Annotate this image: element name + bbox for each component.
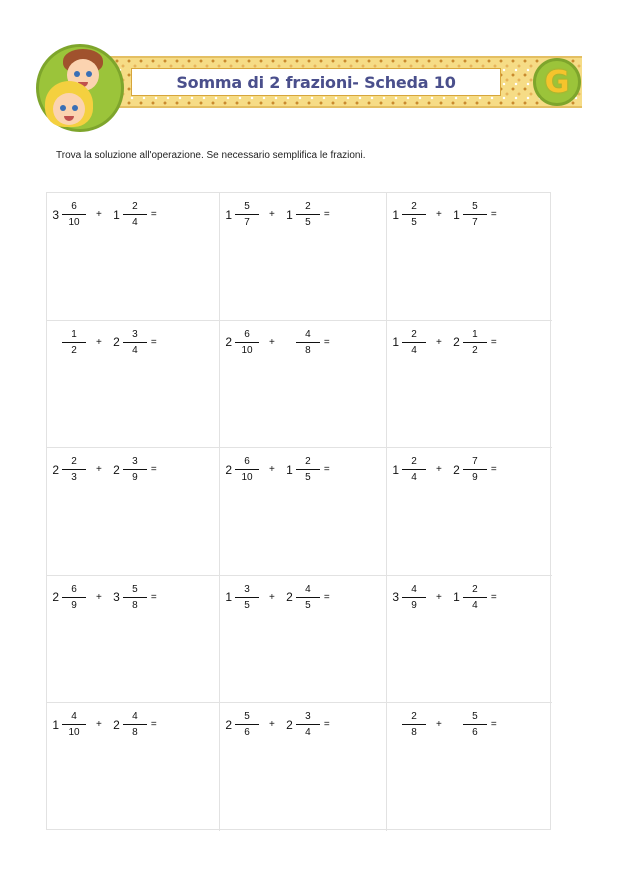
fraction-expression: [224, 328, 330, 357]
equals-sign: =: [150, 719, 157, 731]
fraction-bar: [463, 214, 487, 215]
fraction-bar: [62, 724, 86, 725]
whole-number-a: 1: [225, 207, 232, 222]
plus-operator: +: [436, 336, 442, 348]
exercise-cell[interactable]: [387, 448, 552, 576]
whole-number-b: 2: [113, 335, 120, 350]
plus-operator: +: [269, 209, 275, 220]
exercise-cell[interactable]: [220, 193, 387, 321]
g-logo-badge: [533, 58, 581, 106]
whole-number-a: 1: [392, 462, 399, 477]
fraction-a: [235, 710, 259, 739]
numerator-b: 3: [132, 456, 138, 468]
whole-number-a: 2: [225, 462, 232, 477]
fraction-a: [402, 583, 426, 612]
fraction-bar: [235, 724, 259, 725]
exercise-grid: [46, 192, 551, 830]
fraction-expression: [51, 710, 157, 739]
plus-operator: +: [436, 209, 442, 220]
denominator-a: 6: [244, 727, 250, 739]
fraction-bar: [62, 342, 86, 343]
fraction-a: [235, 583, 259, 612]
equals-sign: =: [150, 464, 157, 476]
numerator-a: 6: [244, 328, 250, 340]
numerator-a: 4: [71, 711, 77, 723]
fraction-bar: [123, 724, 147, 725]
fraction-bar: [402, 724, 426, 725]
fraction-a: [402, 710, 426, 739]
numerator-b: 4: [132, 711, 138, 723]
fraction-bar: [296, 469, 320, 470]
equals-sign: =: [323, 336, 330, 348]
fraction-b: [123, 328, 147, 357]
whole-number-a: 3: [392, 590, 399, 605]
fraction-a: [402, 455, 426, 484]
denominator-b: 8: [132, 727, 138, 739]
numerator-b: 4: [305, 328, 311, 340]
page-title: Somma di 2 frazioni- Scheda 10: [176, 72, 456, 92]
fraction-a: [235, 455, 259, 484]
plus-operator: +: [96, 464, 102, 476]
numerator-b: 2: [305, 456, 311, 468]
fraction-bar: [235, 214, 259, 215]
numerator-a: 5: [244, 711, 250, 723]
whole-number-b: 1: [453, 590, 460, 605]
denominator-b: 2: [472, 344, 478, 356]
exercise-cell[interactable]: [220, 703, 387, 831]
fraction-b: [463, 710, 487, 739]
numerator-a: 6: [71, 201, 77, 212]
plus-operator: +: [436, 719, 442, 731]
fraction-bar: [62, 214, 86, 215]
numerator-a: 6: [244, 456, 250, 468]
equals-sign: =: [150, 209, 157, 220]
whole-number-b: 2: [113, 717, 120, 732]
fraction-expression: [51, 328, 157, 357]
denominator-b: 9: [132, 472, 138, 484]
fraction-expression: [224, 200, 330, 229]
numerator-a: 2: [411, 456, 417, 468]
denominator-b: 8: [305, 344, 311, 356]
whole-number-b: 3: [113, 590, 120, 605]
fraction-bar: [235, 597, 259, 598]
whole-number-b: 2: [286, 590, 293, 605]
denominator-b: 4: [305, 727, 311, 739]
whole-number-b: 1: [453, 207, 460, 222]
denominator-a: 4: [411, 472, 417, 484]
fraction-a: [62, 710, 86, 739]
numerator-b: 5: [472, 201, 478, 212]
fraction-bar: [402, 597, 426, 598]
fraction-bar: [402, 214, 426, 215]
fraction-b: [463, 583, 487, 612]
fraction-b: [123, 583, 147, 612]
numerator-b: 5: [472, 711, 478, 723]
whole-number-a: 3: [52, 207, 59, 222]
numerator-a: 5: [244, 201, 250, 212]
fraction-expression: [224, 710, 330, 739]
whole-number-b: 2: [113, 462, 120, 477]
whole-number-a: 2: [225, 717, 232, 732]
plus-operator: +: [269, 719, 275, 731]
instruction-text: Trova la soluzione all'operazione. Se necessario semplifica le frazioni.: [56, 150, 366, 161]
fraction-expression: [51, 455, 157, 484]
fraction-expression: [224, 583, 330, 612]
denominator-a: 7: [244, 217, 250, 228]
exercise-cell[interactable]: [220, 576, 387, 704]
fraction-a: [235, 200, 259, 229]
fraction-expression: [391, 200, 497, 229]
whole-number-a: 1: [225, 590, 232, 605]
fraction-bar: [62, 469, 86, 470]
equals-sign: =: [490, 719, 497, 731]
fraction-expression: [391, 328, 497, 357]
plus-operator: +: [436, 464, 442, 476]
fraction-bar: [296, 214, 320, 215]
fraction-b: [296, 200, 320, 229]
numerator-a: 1: [71, 328, 77, 340]
denominator-b: 5: [305, 472, 311, 484]
fraction-expression: [224, 455, 330, 484]
denominator-b: 7: [472, 217, 478, 228]
fraction-bar: [463, 597, 487, 598]
exercise-cell[interactable]: [387, 576, 552, 704]
whole-number-a: 1: [392, 207, 399, 222]
plus-operator: +: [269, 591, 275, 603]
fraction-bar: [123, 597, 147, 598]
fraction-b: [463, 455, 487, 484]
title-box: [131, 68, 501, 96]
fraction-b: [296, 583, 320, 612]
numerator-a: 3: [244, 583, 250, 595]
numerator-a: 6: [71, 583, 77, 595]
denominator-b: 9: [472, 472, 478, 484]
denominator-a: 8: [411, 727, 417, 739]
whole-number-b: 2: [453, 462, 460, 477]
fraction-bar: [123, 469, 147, 470]
fraction-bar: [123, 342, 147, 343]
numerator-b: 2: [305, 201, 311, 212]
fraction-expression: [51, 200, 157, 229]
whole-number-b: 1: [113, 207, 120, 222]
badge-letter: G: [544, 64, 570, 100]
denominator-a: 9: [411, 599, 417, 611]
plus-operator: +: [436, 591, 442, 603]
fraction-bar: [296, 342, 320, 343]
numerator-a: 2: [71, 456, 77, 468]
fraction-bar: [463, 469, 487, 470]
whole-number-b: 1: [286, 462, 293, 477]
fraction-a: [402, 328, 426, 357]
whole-number-a: 2: [52, 590, 59, 605]
fraction-bar: [463, 724, 487, 725]
numerator-b: 7: [472, 456, 478, 468]
fraction-expression: [391, 710, 497, 739]
fraction-b: [296, 455, 320, 484]
equals-sign: =: [323, 719, 330, 731]
denominator-a: 10: [68, 217, 80, 228]
plus-operator: +: [96, 719, 102, 731]
denominator-b: 4: [472, 599, 478, 611]
fraction-bar: [235, 342, 259, 343]
equals-sign: =: [150, 591, 157, 603]
fraction-bar: [296, 597, 320, 598]
kids-illustration: [36, 44, 124, 132]
equals-sign: =: [490, 209, 497, 220]
fraction-bar: [62, 597, 86, 598]
numerator-b: 1: [472, 328, 478, 340]
fraction-b: [463, 328, 487, 357]
denominator-b: 4: [132, 217, 138, 228]
equals-sign: =: [490, 591, 497, 603]
fraction-b: [463, 200, 487, 229]
exercise-cell[interactable]: [47, 193, 220, 321]
fraction-b: [296, 710, 320, 739]
denominator-a: 10: [241, 472, 253, 484]
exercise-cell[interactable]: [47, 576, 220, 704]
denominator-b: 5: [305, 217, 311, 228]
numerator-b: 2: [472, 583, 478, 595]
fraction-a: [62, 583, 86, 612]
numerator-b: 3: [132, 328, 138, 340]
denominator-a: 3: [71, 472, 77, 484]
numerator-a: 4: [411, 583, 417, 595]
equals-sign: =: [323, 209, 330, 220]
denominator-a: 9: [71, 599, 77, 611]
denominator-a: 4: [411, 344, 417, 356]
exercise-cell[interactable]: [387, 193, 552, 321]
denominator-a: 2: [71, 344, 77, 356]
denominator-a: 5: [411, 217, 417, 228]
numerator-a: 2: [411, 328, 417, 340]
exercise-cell[interactable]: [47, 703, 220, 831]
whole-number-a: 2: [225, 335, 232, 350]
fraction-bar: [402, 469, 426, 470]
equals-sign: =: [323, 591, 330, 603]
fraction-a: [62, 200, 86, 229]
denominator-b: 4: [132, 344, 138, 356]
whole-number-a: 2: [52, 462, 59, 477]
denominator-a: 5: [244, 599, 250, 611]
fraction-b: [123, 455, 147, 484]
plus-operator: +: [269, 336, 275, 348]
fraction-expression: [51, 583, 157, 612]
fraction-bar: [402, 342, 426, 343]
equals-sign: =: [323, 464, 330, 476]
denominator-b: 8: [132, 599, 138, 611]
equals-sign: =: [150, 336, 157, 348]
whole-number-a: 1: [52, 717, 59, 732]
equals-sign: =: [490, 336, 497, 348]
fraction-expression: [391, 583, 497, 612]
whole-number-b: 1: [286, 207, 293, 222]
numerator-b: 5: [132, 583, 138, 595]
denominator-b: 5: [305, 599, 311, 611]
exercise-cell[interactable]: [220, 448, 387, 576]
whole-number-b: 2: [286, 717, 293, 732]
exercise-cell[interactable]: [47, 448, 220, 576]
fraction-a: [402, 200, 426, 229]
fraction-a: [62, 455, 86, 484]
fraction-a: [62, 328, 86, 357]
numerator-a: 2: [411, 201, 417, 212]
plus-operator: +: [96, 591, 102, 603]
girl-avatar-icon: [45, 81, 93, 131]
fraction-bar: [296, 724, 320, 725]
plus-operator: +: [96, 209, 102, 220]
exercise-cell[interactable]: [387, 321, 552, 449]
numerator-b: 4: [305, 583, 311, 595]
denominator-b: 6: [472, 727, 478, 739]
equals-sign: =: [490, 464, 497, 476]
denominator-a: 10: [241, 344, 253, 356]
fraction-bar: [235, 469, 259, 470]
numerator-b: 3: [305, 711, 311, 723]
fraction-b: [296, 328, 320, 357]
fraction-bar: [123, 214, 147, 215]
fraction-a: [235, 328, 259, 357]
exercise-cell[interactable]: [387, 703, 552, 831]
numerator-b: 2: [132, 201, 138, 212]
fraction-b: [123, 710, 147, 739]
denominator-a: 10: [68, 727, 80, 739]
numerator-a: 2: [411, 711, 417, 723]
fraction-b: [123, 200, 147, 229]
fraction-bar: [463, 342, 487, 343]
whole-number-a: 1: [392, 335, 399, 350]
plus-operator: +: [269, 464, 275, 476]
whole-number-b: 2: [453, 335, 460, 350]
exercise-cell[interactable]: [220, 321, 387, 449]
plus-operator: +: [96, 336, 102, 348]
exercise-cell[interactable]: [47, 321, 220, 449]
fraction-expression: [391, 455, 497, 484]
